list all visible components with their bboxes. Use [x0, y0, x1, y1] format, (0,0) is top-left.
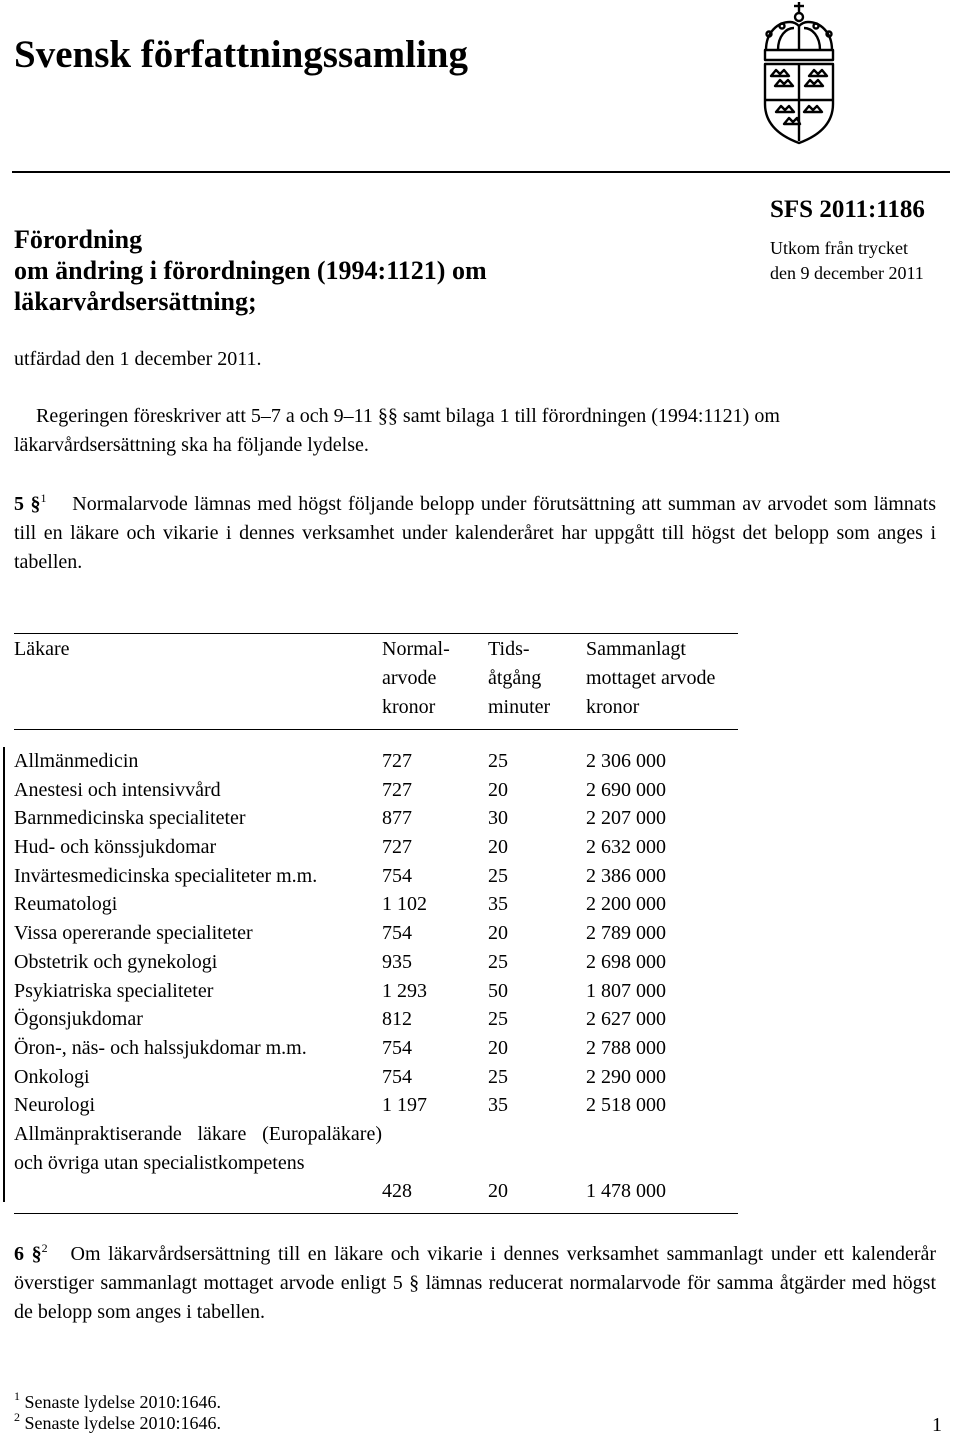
table-row: Invärtesmedicinska specialiteter m.m. 754 25 2 386 000: [14, 864, 666, 887]
footnote-2: $^2$ Senaste lydelse 2010:1646.: [14, 1410, 221, 1433]
page-number: 1: [932, 1414, 942, 1436]
section-6-number: 6 §: [14, 1243, 42, 1265]
col-header-tidsatgang: Tids- åtgång minuter: [488, 638, 551, 718]
table-row: Neurologi 1 197 35 2 518 000: [14, 1094, 666, 1117]
table-row: Psykiatriska specialiteter 1 293 50 1 807 000: [14, 979, 666, 1002]
sfs-number: SFS 2011:1186: [770, 196, 925, 223]
section-5: [14, 490, 936, 577]
table-row: Onkologi 754 25 2 290 000: [14, 1065, 666, 1088]
section-5-text: Normalarvode lämnas med högst följande belopp under förutsättning att summan av arvodet som lämnats till en läkare och vikarie i dennes verksamhet under kalenderåret har uppgått till högst det belopp som anges i tabellen.: [14, 493, 937, 573]
table-row: Reumatologi 1 102 35 2 200 000: [14, 893, 666, 916]
publication-title: Svensk författningssamling: [14, 33, 468, 76]
table-row: Ögonsjukdomar 812 25 2 627 000: [14, 1008, 666, 1031]
header-divider: [12, 171, 950, 173]
section-6-text: Om läkarvårdsersättning till en läkare och vikarie i dennes verksamhet sammanlagt under ett kalenderår överstiger sammanlagt mottaget arvode enligt 5 § lämnas reducerat normalarvode för samma åtgärder med högst de belopp som anges i tabellen.: [14, 1243, 937, 1323]
table-row: Obstetrik och gynekologi 935 25 2 698 000: [14, 950, 666, 973]
table-row: Allmänmedicin 727 25 2 306 000: [14, 750, 666, 772]
col-header-normalarvode: Normal- arvode kronor: [382, 638, 450, 718]
footnote-1: $^1$ Senaste lydelse 2010:1646.: [14, 1389, 221, 1412]
fee-table-body: [14, 747, 738, 1206]
table-row: Allmänpraktiserande läkare (Europaläkare) och övriga utan specialistkompetens 428 20 1 478 000: [14, 1122, 666, 1203]
preamble: Regeringen föreskriver att 5–7 a och 9–11 §§ samt bilaga 1 till förordningen (1994:1121) om läkarvårdsersättning ska ha följande lydelse.: [14, 405, 780, 456]
table-row: Hud- och könssjukdomar 727 20 2 632 000: [14, 836, 666, 859]
footnote-ref-2[interactable]: 2: [41, 1241, 48, 1255]
col-header-lakare: Läkare: [14, 638, 70, 660]
footnotes: [14, 1389, 221, 1434]
issued-date: utfärdad den 1 december 2011.: [14, 348, 262, 370]
publication-note: Utkom från trycket den 9 december 2011: [770, 238, 924, 283]
document-heading: Förordning om ändring i förordningen (1994:1121) om läkarvårdsersättning;: [14, 225, 487, 316]
table-row: Barnmedicinska specialiteter 877 30 2 207 000: [14, 807, 666, 830]
coat-of-arms-icon: [756, 0, 842, 146]
table-row: Öron-, näs- och halssjukdomar m.m. 754 20 2 788 000: [14, 1036, 666, 1059]
footnote-ref-1[interactable]: 1: [40, 491, 47, 505]
section-5-number: 5 §: [14, 493, 41, 515]
change-bar: [3, 747, 5, 1202]
col-header-sammanlagt: Sammanlagt mottaget arvode kronor: [586, 638, 716, 718]
table-row: Vissa opererande specialiteter 754 20 2 789 000: [14, 922, 666, 945]
table-row: Anestesi och intensivvård 727 20 2 690 000: [14, 778, 666, 801]
table-header-rule: [14, 729, 738, 730]
section-6: [14, 1240, 936, 1327]
table-top-rule: [14, 633, 738, 634]
table-bottom-rule: [14, 1213, 738, 1214]
